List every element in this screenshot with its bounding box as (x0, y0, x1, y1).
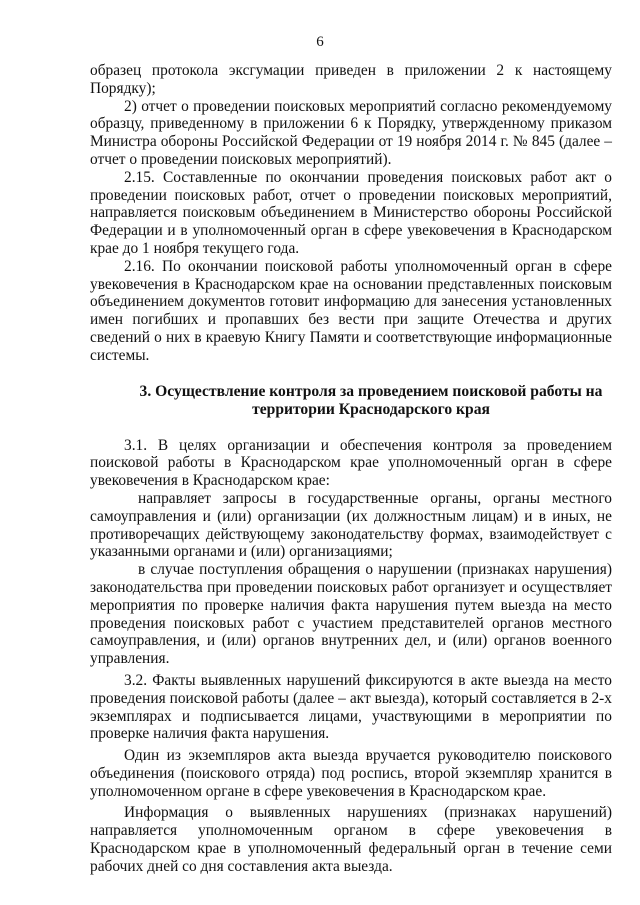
paragraph-3-2: 3.2. Факты выявленных нарушений фиксируются в акте выезда на место проведения поисковой работы (далее – акт выезда), который составляется в 2-х экземплярах и подписывается лицами, участвующими в мероприятии по проверке наличия факта нарушения. (90, 671, 612, 743)
paragraph-report-item-2: 2) отчет о проведении поисковых мероприятий согласно рекомендуемому образцу, приведенному в приложении 6 к Порядку, утвержденному приказом Министра обороны Российской Федерации от 19 ноября 2014 г. № 845 (далее – отчет о проведении поисковых мероприятий). (90, 97, 612, 168)
page-number: 6 (316, 34, 324, 50)
paragraph-2-16: 2.16. По окончании поисковой работы уполномоченный орган в сфере увековечения в Краснодарском крае на основании представленных поисковым объединением документов готовит информацию для занесения установленных имен погибших и пропавших без вести при защите Отечества и других сведений о них в краевую Книгу Памяти и соответствующие информационные системы. (90, 257, 612, 364)
paragraph-requests: направляет запросы в государственные органы, органы местного самоуправления и (или) организации (их должностным лицам) и в иных, не противоречащих действующему законодательству формах, взаимодействует с указанными органами и (или) организациями; (90, 489, 612, 561)
section-heading-3: 3. Осуществление контроля за проведением поисковой работы на территории Краснодарского края (139, 382, 603, 418)
paragraph-violation-check: в случае поступления обращения о нарушении (признаках нарушения) законодательства при проведении поисковых работ организует и осуществляет мероприятия по проверке наличия факта нарушения путем выезда на место проведения поисковых работ с участием представителей органов местного самоуправления, и (или) органов внутренних дел, и (или) органов военного управления. (90, 561, 612, 668)
paragraph-protocol-sample: образец протокола эксгумации приведен в приложении 2 к настоящему Порядку); (90, 62, 612, 97)
paragraph-2-15: 2.15. Составленные по окончании проведения поисковых работ акт о проведении поисковых работ, отчет о проведении поисковых мероприятий, направляется поисковым объединением в Министерство обороны Российской Федерации и в уполномоченный орган в сфере увековечения в Краснодарском крае до 1 ноября текущего года. (90, 168, 612, 257)
paragraph-act-copies: Один из экземпляров акта выезда вручается руководителю поискового объединения (поискового отряда) под роспись, второй экземпляр хранится в уполномоченном органе в сфере увековечения в Краснодарском крае. (90, 747, 612, 800)
document-body (90, 62, 612, 876)
paragraph-3-1: 3.1. В целях организации и обеспечения контроля за проведением поисковой работы в Краснодарском крае уполномоченный орган в сфере увековечения в Краснодарском крае: (90, 436, 612, 490)
paragraph-information-forwarding: Информация о выявленных нарушениях (признаках нарушений) направляется уполномоченным органом в сфере увековечения в Краснодарском крае в уполномоченный федеральный орган в течение семи рабочих дней со дня составления акта выезда. (90, 804, 612, 875)
